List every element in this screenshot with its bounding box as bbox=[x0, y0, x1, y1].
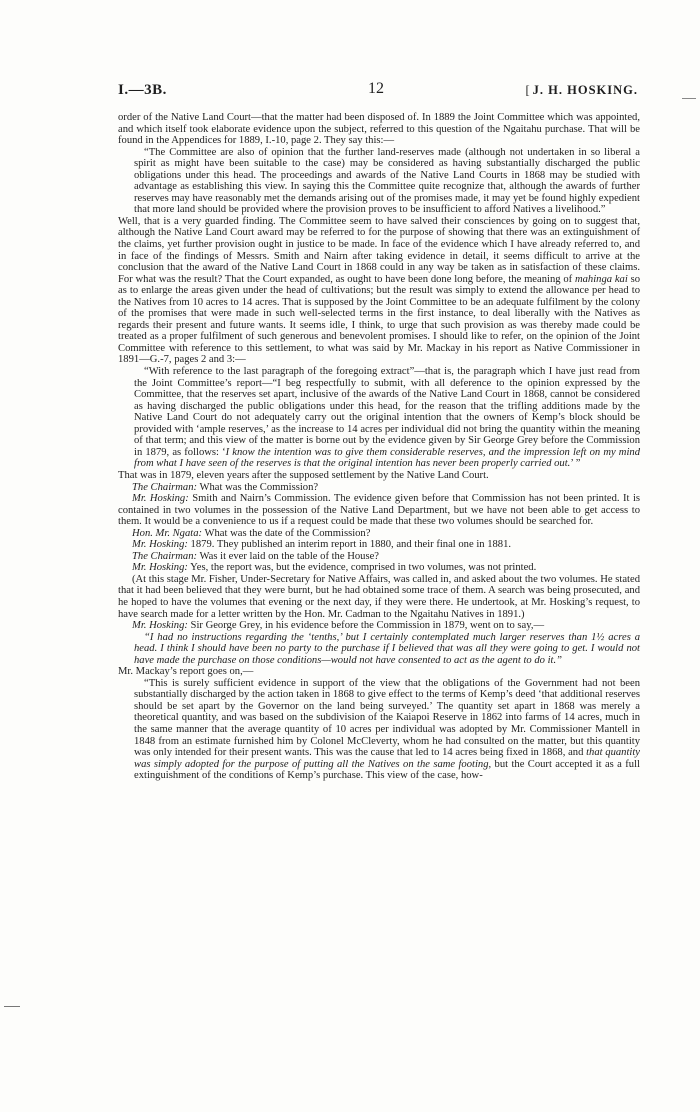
text-run: order of the Native Land Court—that the matter had been disposed of. In 1889 the Joint Committee which was appointed, and which itself took elaborate evidence upon the subject, referred to this question of the Ngaitahu purchase. That will be found in the Appendices for 1889, I.-10, page 2. They say this:— bbox=[118, 112, 640, 147]
italic-text: mahinga kai bbox=[574, 273, 628, 285]
paragraph bbox=[118, 470, 640, 482]
margin-mark bbox=[682, 98, 696, 99]
text-run: Yes, the report was, but the evidence, comprised in two volumes, was not printed. bbox=[187, 562, 537, 574]
document-reference: I.—3B. bbox=[118, 82, 167, 98]
text-run: so as to enlarge the areas given under the head of cultivations; but the result was simply to extend the allowance per head to the Natives from 10 acres to 14 acres. That is supposed by the Joint Committee to be an adequate fulfilment by the colony of the promises that were made in such well-selected terms in the first instance, to deal liberally with the Natives as regards their present and future wants. It seems idle, I think, to urge that such provision as was thereby made could be treated as a proper fulfilment of such generous and benevolent promises. I should like to refer, on the opinion of the Joint Committee with reference to this settlement, to what was said by Mr. Mackay in his report as Native Commissioner in 1891—G.-7, pages 2 and 3:— bbox=[118, 273, 641, 366]
page-header bbox=[118, 82, 638, 102]
italic-text: The Chairman: bbox=[132, 481, 198, 493]
text-run: Well, that is a very guarded finding. The Committee seem to have salved their consciences by going on to suggest that, although the Native Land Court award may be referred to for the purpose of showing that there was an extinguishment of the claims, yet further provision ought in justice to be made. In face of the evidence which I have already referred to, and in face of the findings of Messrs. Smith and Nairn after taking evidence in detail, it seems difficult to arrive at the conclusion that the award of the Native Land Court in 1868 could in any way be taken as in satisfaction of these claims. For what was the result? That the Court expanded, as ought to have been done long before, the meaning of bbox=[118, 215, 640, 285]
text-run: “With reference to the last paragraph of the foregoing extract”—that is, the paragraph which I have just read from the Joint Committee’s report—“I beg respectfully to submit, with all deference to the opinion expressed by the Committee, that the reserves set apart, inclusive of the awards of the Native Land Court in 1868, cannot be considered as having discharged the public obligations under this head, for the reason that the trifling additions made by the Native Land Court do not adequately carry out the original intention that the owners of Kemp’s block should be provided with ‘ample reserves,’ as the increase to 14 acres per individual did not bring the quantity within the meaning of that term; and this view of the matter is borne out by the evidence given by Sir George Grey before the Commission in 1879, as follows: ‘ bbox=[134, 366, 640, 458]
text-run: That was in 1879, eleven years after the supposed settlement by the Native Land Court. bbox=[118, 469, 489, 481]
paragraph bbox=[118, 493, 640, 528]
text-run: ’ ” bbox=[570, 458, 581, 470]
text-run: Smith and Nairn’s Commission. The evidence given before that Commission has not been printed. It is contained in two volumes in the possession of the Native Land Department, but we have not been able to get access to them. It would be a convenience to us if a request could be made that these two volumes should be searched for. bbox=[118, 493, 641, 528]
paragraph bbox=[118, 528, 640, 540]
paragraph bbox=[118, 551, 640, 563]
text-run: Sir George Grey, in his evidence before the Commission in 1879, went on to say,— bbox=[187, 620, 545, 632]
quoted-passage bbox=[118, 147, 640, 216]
paragraph bbox=[118, 562, 640, 574]
page-number: 12 bbox=[368, 80, 384, 97]
text-run: but the Court accepted it as a full extinguishment of the conditions of Kemp’s purchase. This view of the case, how- bbox=[134, 758, 640, 782]
paragraph bbox=[118, 620, 640, 632]
text-run: What was the Commission? bbox=[197, 481, 319, 493]
text-run: 1879. They published an interim report in 1880, and their final one in 1881. bbox=[187, 539, 512, 551]
header-bracket: [ bbox=[525, 83, 531, 97]
speaker-name-text: J. H. HOSKING. bbox=[532, 83, 638, 97]
italic-text: Mr. Hosking: bbox=[132, 539, 188, 551]
paragraph bbox=[118, 112, 640, 147]
paragraph bbox=[118, 482, 640, 494]
paragraph bbox=[118, 539, 640, 551]
text-run: Was it ever laid on the table of the House? bbox=[197, 550, 379, 562]
italic-text: “I had no instructions regarding the ‘tenths,’ but I certainly contemplated much larger reserves than 1½ acres a head. I think I should have been no party to the purchase if I believed that was all they were going to get. I would not have made the purchase on those conditions—would not have consented to act as the agent to do it.” bbox=[134, 631, 640, 666]
paragraph bbox=[118, 574, 640, 620]
italic-text: Mr. Hosking: bbox=[132, 562, 188, 574]
italic-text: Mr. Hosking: bbox=[132, 620, 188, 632]
margin-mark bbox=[4, 1006, 20, 1007]
text-run: “This is surely sufficient evidence in support of the view that the obligations of the Government had not been substantially discharged by the action taken in 1868 to give effect to the terms of Kemp’s deed ‘that additional reserves should be set apart by the Governor on the land being surveyed.’ The quantity set apart in 1868 was merely a theoretical quantity, and was based on the subdivision of the Kaiapoi Reserve in 1862 into farms of 14 acres, much in the same manner that the average quantity of 10 acres per individual was adopted by Mr. Commissioner Mantell in 1848 from an estimate furnished him by Colonel McCleverty, whom he had consulted on the matter, but this quantity was only intended for their present wants. This was the cause that led to 14 acres being fixed in 1868, and bbox=[134, 677, 640, 759]
text-run: Mr. Mackay’s report goes on,— bbox=[118, 666, 254, 678]
italic-text: Hon. Mr. Ngata: bbox=[132, 527, 203, 539]
quoted-passage bbox=[118, 632, 640, 667]
italic-text: I know the intention was to give them considerable reserves, and the impression left on my mind from what I have seen of the reserves is that the original intention has never been properly carried out. bbox=[134, 446, 640, 470]
body-text bbox=[118, 112, 640, 782]
paragraph bbox=[118, 666, 640, 678]
italic-text: that quantity was simply adopted for the purpose of putting all the Natives on the same footing, bbox=[134, 747, 640, 770]
text-run: “The Committee are also of opinion that the further land-reserves made (although not undertaken in so liberal a spirit as might have been suitable to the case) may be considered as having substantially discharged the public obligations under this head. The proceedings and awards of the Native Land Courts in 1868 may be studied with advantage as establishing this view. In saying this the Committee quite recognize that, although the awards of further reserves may have reasonably met the demands arising out of the promises made, it may yet be found highly expedient that more land should be provided where the provision proves to be insufficient to afford Natives a livelihood.” bbox=[134, 146, 640, 216]
quoted-passage bbox=[118, 678, 640, 782]
paragraph bbox=[118, 216, 640, 366]
speaker-name bbox=[525, 83, 638, 98]
text-run: What was the date of the Commission? bbox=[202, 527, 371, 539]
italic-text: The Chairman: bbox=[132, 550, 198, 562]
quoted-passage bbox=[118, 366, 640, 470]
italic-text: Mr. Hosking: bbox=[132, 493, 189, 505]
text-run: (At this stage Mr. Fisher, Under-Secretary for Native Affairs, was called in, and asked about the two volumes. He stated that it had been believed that they were burnt, but he had obtained some trace of them. A search was being prosecuted, and he hoped to have the volumes that evening or the next day, if they were there. He undertook, at Mr. Hosking’s request, to have search made for a letter written by the Hon. Mr. Cadman to the Ngaitahu Natives in 1891.) bbox=[118, 573, 640, 620]
